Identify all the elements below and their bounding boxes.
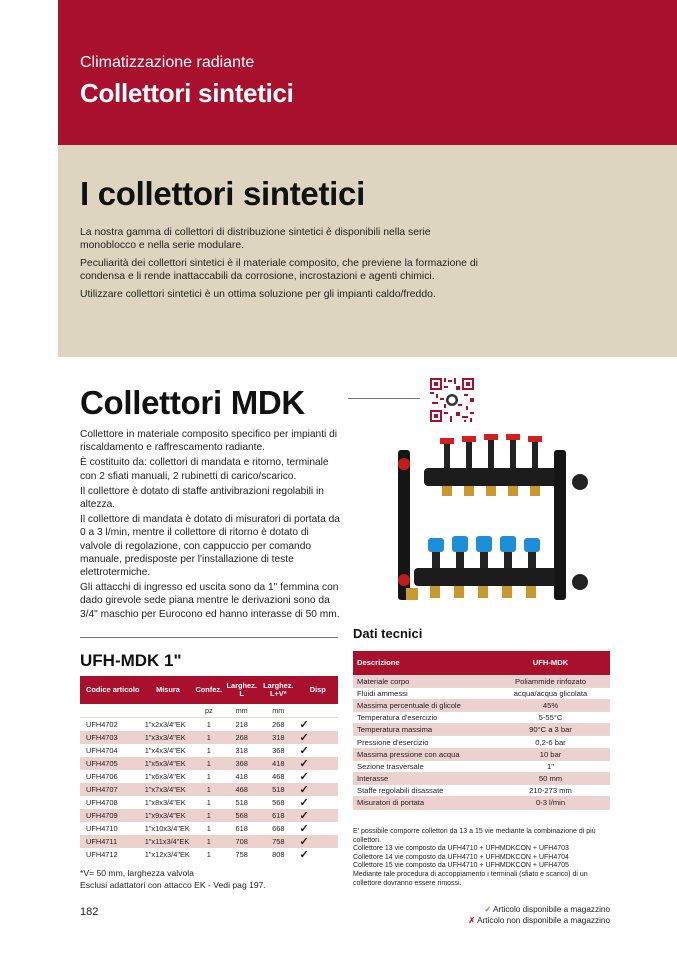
- spec-value: 5-55°C: [538, 713, 563, 723]
- table-cell: 1: [206, 823, 211, 833]
- table-cell: UFH4710: [86, 823, 118, 833]
- spec-label: Misuratori di portata: [353, 797, 491, 809]
- table-cell: 1"x10x3/4"EK: [144, 823, 190, 833]
- unit-cell: mm: [259, 704, 297, 717]
- table-cell: 1"x8x3/4"EK: [144, 797, 186, 807]
- table-cell: 518: [235, 797, 248, 807]
- check-icon: ✓: [299, 770, 309, 783]
- page-number: 182: [80, 906, 99, 918]
- legend-ko-label: Articolo non disponibile a magazzino: [477, 916, 610, 925]
- spec-label: Sezione trasversale: [357, 761, 424, 771]
- table-cell: 1"x2x3/4"EK: [144, 719, 186, 729]
- table-cell: UFH4704: [86, 745, 118, 755]
- table-cell: UFH4708: [86, 797, 118, 807]
- unit-cell: mm: [224, 704, 259, 717]
- table-cell: UFH4709: [80, 809, 143, 822]
- table-cell: 318: [259, 731, 297, 744]
- table-cell: 468: [272, 771, 285, 781]
- table-row: [353, 748, 610, 760]
- table-row: [353, 687, 610, 699]
- table-cell: 758: [259, 835, 297, 848]
- table-cell: 318: [235, 745, 248, 755]
- table-row: [80, 796, 338, 809]
- intro-paragraph: Utilizzare collettori sintetici è un ottima soluzione per gli impianti caldo/freddo.: [80, 288, 436, 300]
- unit-cell: [80, 704, 143, 717]
- section-subtitle: Climatizzazione radiante: [80, 54, 255, 71]
- spec-label: Temperatura massima: [353, 724, 491, 736]
- note-line: Mediante tale procedura di accoppiamento i terminali (sfiato e scarico) di un collettore dovranno essere rimossi.: [353, 870, 588, 887]
- manifold-product-image: [384, 420, 604, 620]
- table-cell: 268: [272, 719, 285, 729]
- mdk-paragraph: Collettore in materiale composito specifico per impianti di riscaldamento e raffrescamento radiante.: [80, 429, 338, 454]
- table-cell: 668: [272, 823, 285, 833]
- table-cell: UFH4703: [80, 731, 143, 744]
- table-cell: 1: [206, 771, 211, 781]
- spec-value: 210-273 mm: [529, 786, 572, 796]
- table-cell: UFH4705: [80, 757, 143, 770]
- table-cell: 1: [206, 719, 211, 729]
- table-cell: 1: [193, 783, 224, 796]
- cross-icon: ✗: [468, 916, 476, 925]
- table-cell: 368: [224, 757, 259, 770]
- note-line: Collettore 15 vie composto da UFH4710 + UFHMDKCON + UFH4705: [353, 862, 569, 870]
- intro-title: I collettori sintetici: [80, 175, 365, 212]
- check-icon: ✓: [299, 744, 309, 757]
- units-row: [80, 704, 338, 717]
- table-row: [353, 699, 610, 711]
- table-cell: 618: [235, 823, 248, 833]
- divider: [348, 398, 420, 399]
- column-header: Larghez. L: [224, 676, 259, 704]
- table-cell: 1: [193, 809, 224, 822]
- table-row: [353, 773, 610, 785]
- mdk-paragraph: Il collettore è dotato di staffe antivibrazioni regolabili in altezza.: [80, 485, 324, 511]
- unit-cell: pz: [193, 704, 224, 717]
- spec-label: Interasse: [353, 773, 491, 785]
- spec-label: Massima percentuale di glicole: [353, 699, 491, 711]
- unit-cell: [143, 704, 194, 717]
- legend-ko: [468, 915, 610, 926]
- column-header: Descrizione: [353, 651, 491, 675]
- table-cell: 1"x4x3/4"EK: [144, 745, 186, 755]
- table-cell: UFH4707: [80, 783, 143, 796]
- product-table-title: UFH-MDK 1": [80, 651, 182, 670]
- spec-value: 1": [547, 761, 554, 771]
- column-header: Larghez. L+V*: [259, 676, 297, 704]
- column-header: Codice articolo: [80, 676, 143, 704]
- table-row: [80, 731, 338, 744]
- table-row: [353, 760, 610, 772]
- table-cell: 1: [193, 757, 224, 770]
- check-icon: ✓: [298, 783, 339, 796]
- availability-legend: [468, 904, 610, 926]
- intro-paragraph: Peculiarità dei collettori sintetici è il materiale composito, che previene la formazione di condensa e li rende inattaccabili da corrosione, incrostazioni e agenti chimici.: [80, 257, 478, 283]
- mdk-title: Collettori MDK: [80, 384, 305, 421]
- legend-ok: [468, 904, 610, 915]
- table-cell: 808: [272, 849, 285, 859]
- column-header: Disp: [298, 676, 339, 704]
- mdk-paragraph: Il collettore di mandata è dotato di misuratori di portata da 0 a 3 l/min, mentre il collettore di ritorno è dotato di valvole di regolazione, con cappuccio per comando manuale, predisposte per l'installazione di teste elettrotermiche.: [80, 514, 340, 579]
- check-icon: ✓: [298, 731, 339, 744]
- table-cell: 518: [259, 783, 297, 796]
- spec-table-notes: [353, 828, 613, 888]
- divider: [80, 637, 338, 638]
- check-icon: ✓: [484, 905, 492, 914]
- check-icon: ✓: [299, 718, 309, 731]
- table-row: [353, 675, 610, 687]
- table-header-row: [80, 676, 338, 704]
- table-cell: 368: [272, 745, 285, 755]
- check-icon: ✓: [299, 796, 309, 809]
- table-row: [353, 736, 610, 748]
- table-cell: 568: [272, 797, 285, 807]
- check-icon: ✓: [298, 835, 339, 848]
- product-table-notes: [80, 867, 266, 891]
- note-line: Collettore 13 vie composto da UFH4710 + UFHMDKCON + UFH4703: [353, 845, 569, 853]
- table-row: [353, 785, 610, 797]
- note-line: *V= 50 mm, larghezza valvola: [80, 868, 194, 878]
- check-icon: ✓: [298, 809, 339, 822]
- table-cell: 418: [235, 771, 248, 781]
- note-line: Esclusi adattatori con attacco EK - Vedi pag 197.: [80, 880, 266, 890]
- table-cell: 1: [206, 849, 211, 859]
- spec-value: 50 mm: [491, 773, 610, 785]
- header-band: [58, 0, 677, 145]
- note-line: Collettore 14 vie composto da UFH4710 + UFHMDKCON + UFH4704: [353, 853, 569, 861]
- table-row: [80, 744, 338, 757]
- legend-ok-label: Articolo disponibile a magazzino: [493, 905, 610, 914]
- table-row: [80, 770, 338, 783]
- table-cell: 1: [206, 745, 211, 755]
- spec-value: Poliammide rinfozato: [491, 675, 610, 687]
- table-cell: 418: [259, 757, 297, 770]
- unit-cell: [298, 704, 339, 717]
- table-cell: 1: [206, 797, 211, 807]
- column-header: UFH-MDK: [491, 651, 610, 675]
- table-cell: UFH4702: [86, 719, 118, 729]
- table-cell: 1"x11x3/4"EK: [143, 835, 194, 848]
- table-cell: UFH4706: [86, 771, 118, 781]
- intro-paragraph: La nostra gamma di collettori di distribuzione sintetici è disponibili nella serie monoblocco e nella serie modulare.: [80, 227, 431, 252]
- column-header: Misura: [143, 676, 194, 704]
- table-cell: 218: [235, 719, 248, 729]
- spec-label: Temperatura d'esercizio: [357, 713, 438, 723]
- table-header-row: [353, 651, 610, 675]
- table-cell: 708: [224, 835, 259, 848]
- table-row: [80, 822, 338, 835]
- table-cell: 568: [224, 809, 259, 822]
- table-cell: 1: [193, 835, 224, 848]
- spec-label: Pressione d'esercizio: [357, 737, 429, 747]
- table-row: [80, 783, 338, 796]
- product-table: [80, 676, 338, 861]
- spec-label: Materiale corpo: [353, 675, 491, 687]
- qr-code-icon[interactable]: [428, 376, 476, 424]
- table-row: [353, 797, 610, 809]
- table-row: [353, 724, 610, 736]
- table-cell: 758: [235, 849, 248, 859]
- table-row: [80, 717, 338, 731]
- table-cell: 1: [193, 731, 224, 744]
- intro-band: [58, 145, 677, 357]
- spec-value: 10 bar: [491, 748, 610, 760]
- table-cell: 1"x12x3/4"EK: [144, 849, 190, 859]
- spec-label: Massima pressione con acqua: [353, 748, 491, 760]
- spec-value: 0,2-6 bar: [535, 737, 566, 747]
- table-cell: 1"x6x3/4"EK: [144, 771, 186, 781]
- table-cell: UFH4712: [86, 849, 118, 859]
- check-icon: ✓: [299, 848, 309, 861]
- table-row: [80, 835, 338, 848]
- mdk-description: [80, 428, 342, 623]
- spec-table: [353, 651, 610, 810]
- table-cell: 1"x5x3/4"EK: [143, 757, 194, 770]
- section-title: Collettori sintetici: [80, 78, 294, 108]
- table-row: [80, 809, 338, 822]
- spec-value: 0-3 l/min: [491, 797, 610, 809]
- spec-label: Staffe regolabili disassate: [357, 786, 444, 796]
- check-icon: ✓: [299, 822, 309, 835]
- table-row: [80, 848, 338, 861]
- table-cell: UFH4711: [80, 835, 143, 848]
- intro-text: [80, 226, 480, 305]
- table-row: [353, 712, 610, 724]
- spec-table-title: Dati tecnici: [353, 626, 423, 641]
- table-cell: 468: [224, 783, 259, 796]
- column-header: Confez.: [193, 676, 224, 704]
- table-cell: 1"x7x3/4"EK: [143, 783, 194, 796]
- mdk-paragraph: Gli attacchi di ingresso ed uscita sono da 1" femmina con dado girevole sede piana mentre le derivazioni sono da 3/4" maschio per Eurocono ed hanno interasse di 50 mm.: [80, 582, 340, 620]
- mdk-paragraph: È costituito da: collettori di mandata e ritorno, terminale con 2 sfiati manuali, 2 rubinetti di carico/scarico.: [80, 457, 329, 482]
- table-cell: 618: [259, 809, 297, 822]
- table-cell: 1"x3x3/4"EK: [143, 731, 194, 744]
- spec-value: 45%: [491, 699, 610, 711]
- spec-label: Fluidi ammessi: [357, 688, 408, 698]
- check-icon: ✓: [298, 757, 339, 770]
- table-row: [80, 757, 338, 770]
- note-line: E' possibile comporre collettori da 13 a 15 vie mediante la combinazione di più collettori.: [353, 828, 596, 844]
- table-cell: 268: [224, 731, 259, 744]
- spec-value: 90°C a 3 bar: [491, 724, 610, 736]
- table-cell: 1"x9x3/4"EK: [143, 809, 194, 822]
- spec-value: acqua/acqua glicolata: [513, 688, 588, 698]
